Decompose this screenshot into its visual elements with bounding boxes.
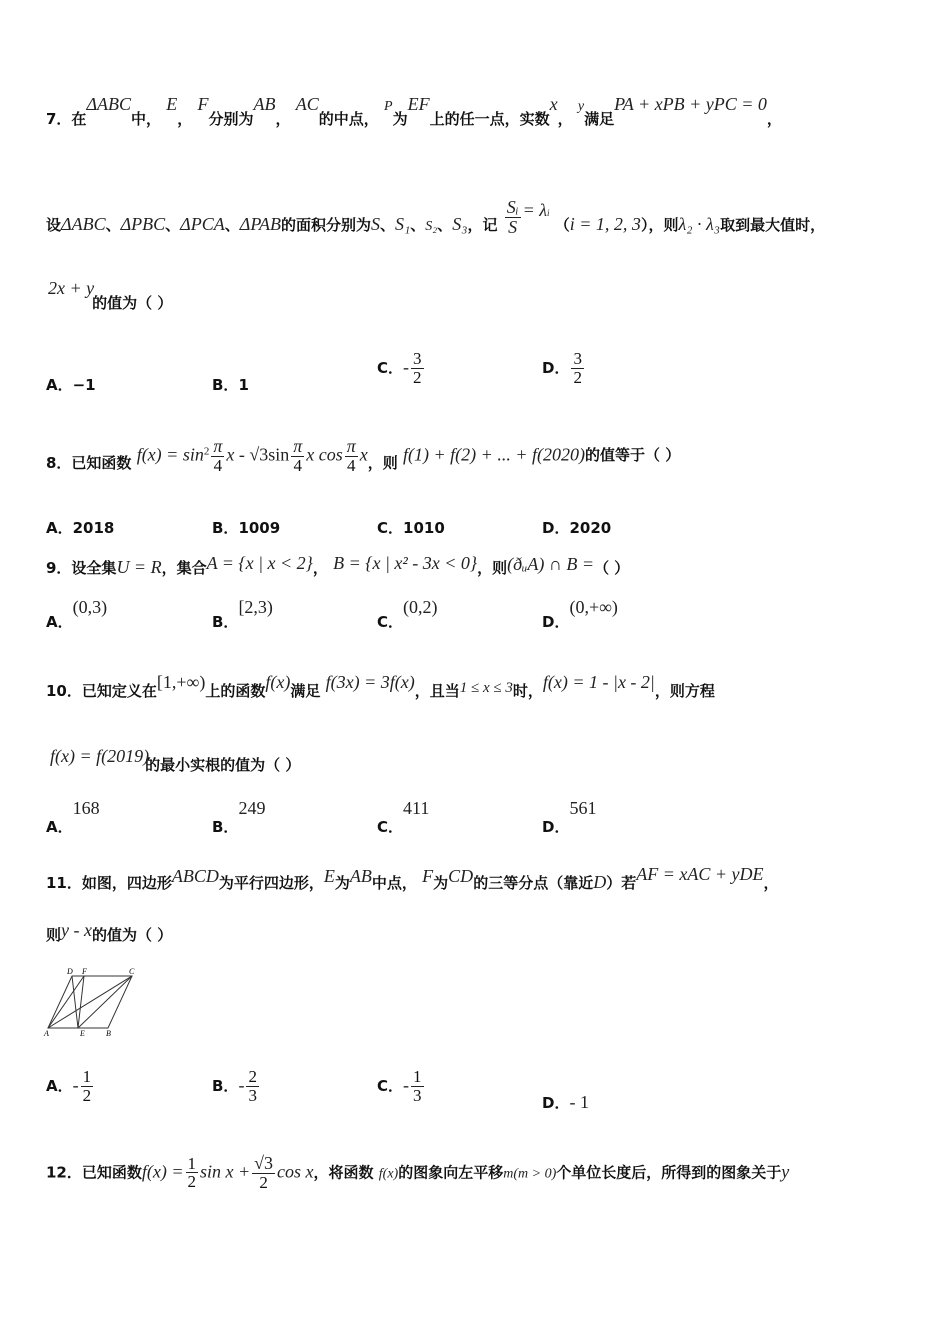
q11-option-a[interactable]: A．- $\frac{1}{2}$: [46, 1067, 92, 1105]
q11-option-c[interactable]: C．- $\frac{1}{3}$: [377, 1067, 422, 1105]
q10-option-d[interactable]: D．561: [542, 798, 597, 836]
q11-line2: 则y - x的值为（ ）: [46, 920, 173, 944]
label-c: C: [129, 967, 135, 976]
q8-option-d[interactable]: D．2020: [542, 519, 612, 537]
q12-stem: 12．已知函数f(x) = $\frac{1}{2}$ sin x + $\frac{√3}{2}$ cos x，将函数 f(x)的图象向左平移m(m > 0)个单位长度后，所得到的图象关于y: [46, 1153, 790, 1192]
label-d: D: [67, 967, 73, 976]
q10-line1: 10．已知定义在[1,+∞)上的函数f(x)满足 f(3x) = 3f(x)，且当1 ≤ x ≤ 3时，f(x) = 1 - |x - 2|，则方程: [46, 672, 715, 700]
q8-stem: 8．已知函数 $f(x) = \sin^2$ $\frac{\pi}{4}$ x - √3sin $\frac{\pi}{4}$ x cos $\frac{\pi}{4}$ x，则 f(1) + f(2) + ... + f(2020)的值等于（ ）: [46, 436, 681, 475]
q10-option-c[interactable]: C．411: [377, 798, 430, 836]
parallelogram-figure: [42, 966, 142, 1038]
q7-option-c[interactable]: C．- $\frac{3}{2}$: [377, 349, 422, 387]
segment-ac: [48, 976, 132, 1028]
q9-option-b[interactable]: B．[2,3): [212, 597, 273, 631]
q11-option-d[interactable]: D．- 1: [542, 1092, 589, 1112]
label-a: A: [44, 1029, 49, 1038]
q7-line1: 7．在ΔABC中， E， F分别为AB， AC的中点， P为EF上的任一点，实数x， y满足PA + xPB + yPC = 0，: [46, 94, 782, 128]
q7-option-d[interactable]: D． $\frac{3}{2}$: [542, 349, 582, 387]
q9-option-c[interactable]: C．(0,2): [377, 597, 438, 631]
q9-option-a[interactable]: A．(0,3): [46, 597, 108, 631]
q10-option-b[interactable]: B．249: [212, 798, 266, 836]
q7-line3: 2x + y的值为（ ）: [48, 278, 173, 312]
label-b: B: [106, 1029, 111, 1038]
q10-option-a[interactable]: A．168: [46, 798, 100, 836]
q8-option-a[interactable]: A．2018: [46, 519, 115, 537]
q8-option-c[interactable]: C．1010: [377, 519, 445, 537]
q7-option-b[interactable]: B．1: [212, 376, 249, 394]
label-e: E: [80, 1029, 85, 1038]
q9-stem: 9．设全集U = R，集合A = {x | x < 2}， B = {x | x² - 3x < 0}，则(ðᵤA) ∩ B =（ ）: [46, 553, 630, 577]
q8-option-b[interactable]: B．1009: [212, 519, 281, 537]
q7-ratio-fraction: $\frac{\text{Sᵢ}}{S}$: [506, 197, 519, 237]
q11-option-b[interactable]: B．- $\frac{2}{3}$: [212, 1067, 257, 1105]
segment-de: [72, 976, 78, 1028]
q10-line2: f(x) = f(2019)的最小实根的值为（ ）: [50, 746, 301, 774]
label-f: F: [82, 967, 87, 976]
segment-ec: [78, 976, 132, 1028]
q9-option-d[interactable]: D．(0,+∞): [542, 597, 618, 631]
q11-line1: 11．如图，四边形ABCD为平行四边形，E为AB中点， F为CD的三等分点（靠近D）若AF = xAC + yDE，: [46, 864, 779, 892]
q7-option-a[interactable]: A．−1: [46, 376, 96, 394]
q7-line2: 设ΔABC、ΔPBC、ΔPCA、ΔPAB的面积分别为S、S₁、S₂、S₃，记 $\frac{\text{Sᵢ}}{S}$ = $\lambda^i$ （i = 1, 2, 3），则λ₂ · λ₃取到最大值时，: [46, 197, 826, 237]
